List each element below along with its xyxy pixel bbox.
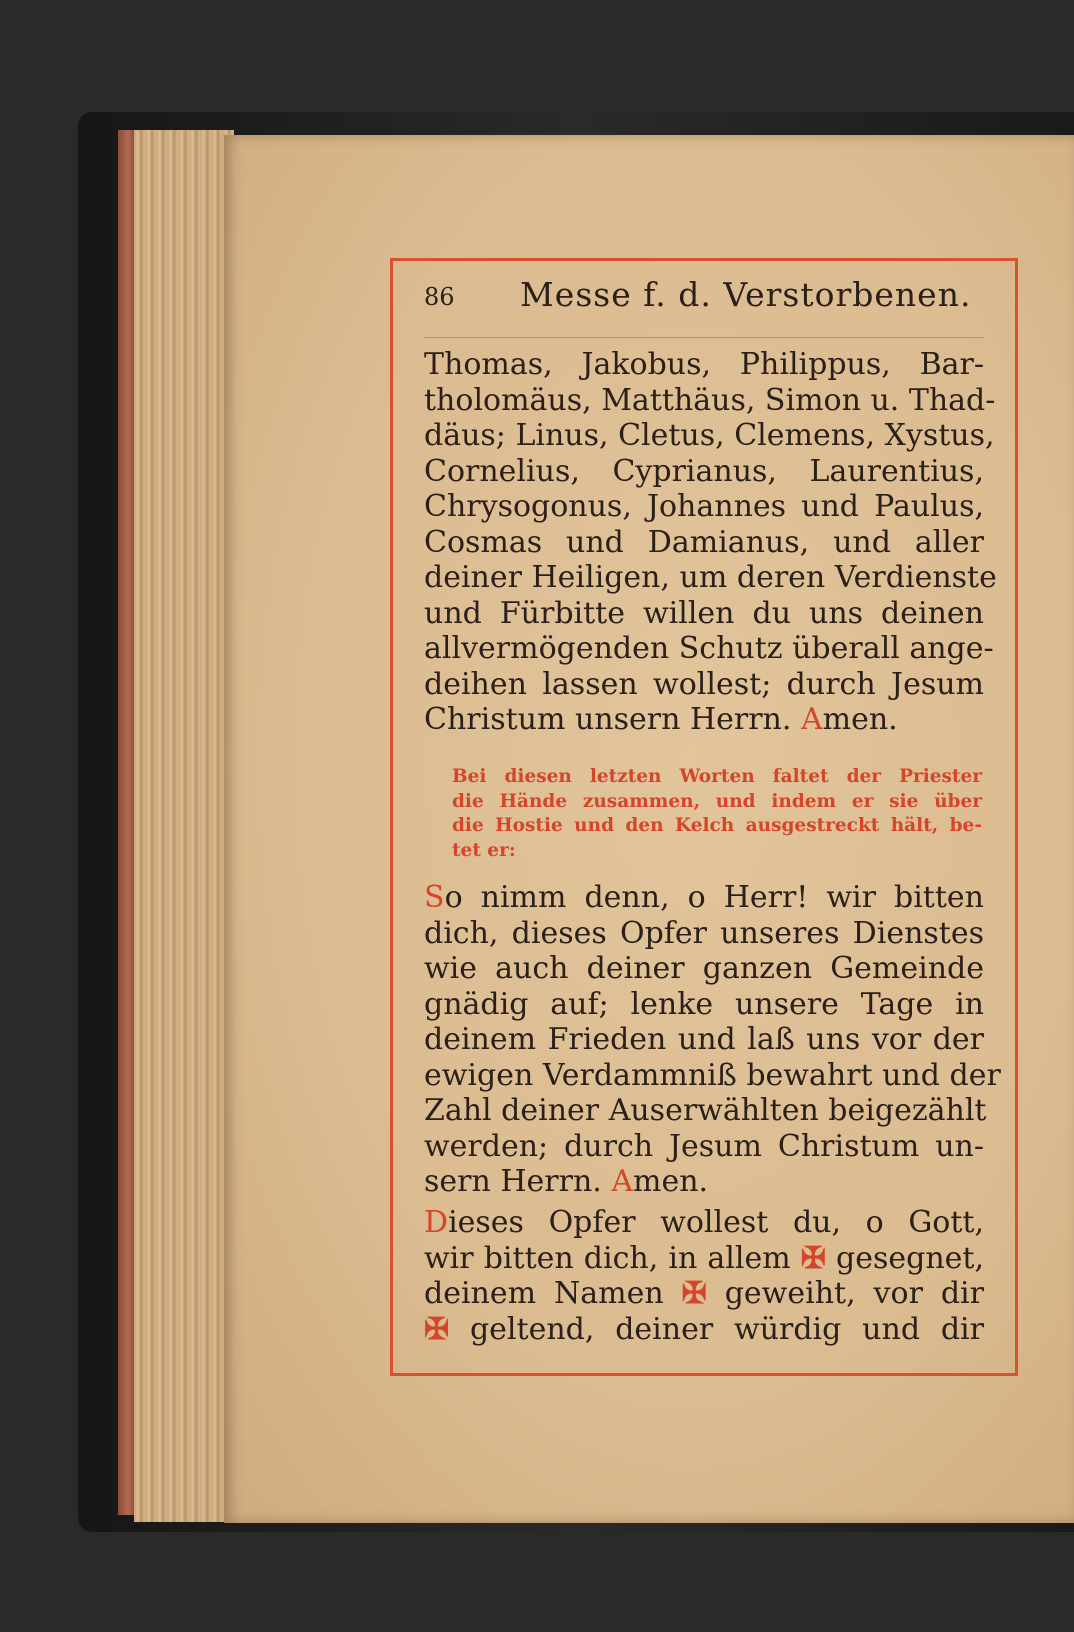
drop-initial: S [424, 880, 445, 915]
text-fragment: wir bitten dich, in allem [424, 1240, 801, 1276]
text-line: Cosmas und Damianus, und aller [424, 524, 984, 560]
text-line: wie auch deiner ganzen Gemeinde [424, 951, 984, 986]
text-line [424, 1205, 984, 1241]
text-fragment: geweiht, vor dir [706, 1276, 984, 1311]
paragraph-offering [424, 1205, 984, 1347]
text-fragment: sern Herrn. [424, 1164, 612, 1199]
text-fragment: gesegnet, [825, 1240, 985, 1276]
text-fragment: geltend, deiner würdig und dir [449, 1311, 984, 1347]
amen-initial: A [800, 702, 823, 737]
rubric-line: Bei diesen letzten Worten faltet der Priester [452, 766, 982, 787]
page-header [424, 275, 984, 325]
text-line: ewigen Verdammniß bewahrt und der [424, 1057, 1001, 1093]
text-line [424, 1164, 984, 1200]
text-line: deiner Heiligen, um deren Verdienste [424, 560, 997, 595]
amen-rest: men. [822, 702, 898, 737]
text-line [424, 880, 984, 916]
paragraph-prayer [424, 880, 1001, 1200]
text-line [424, 1312, 984, 1348]
text-line [424, 1276, 984, 1312]
rubric-line: die Hände zusammen, und indem er sie über [452, 790, 982, 812]
text-line: und Fürbitte willen du uns deinen [424, 595, 984, 631]
text-line: Chrysogonus, Johannes und Paulus, [424, 489, 984, 524]
text-line: Cornelius, Cyprianus, Laurentius, [424, 453, 984, 489]
cross-icon: ✠ [424, 1311, 450, 1347]
text-fragment: o nimm denn, o Herr! wir bitten [444, 880, 984, 915]
page-stack [134, 130, 234, 1522]
rubric-line: die Hostie und den Kelch ausgestreckt hält, be- [452, 815, 982, 836]
amen-initial: A [611, 1164, 634, 1199]
cross-icon: ✠ [800, 1240, 826, 1276]
rubric-line: tet er: [452, 839, 516, 861]
text-line [424, 702, 984, 738]
text-fragment: deinem Namen [424, 1276, 682, 1311]
paragraph-saints [424, 347, 997, 738]
text-fragment: ieses Opfer wollest du, o Gott, [448, 1205, 984, 1240]
text-line: dich, dieses Opfer unseres Dienstes [424, 915, 984, 951]
text-line: allvermögenden Schutz überall ange- [424, 631, 994, 666]
text-line [424, 1241, 984, 1277]
text-line: gnädig auf; lenke unsere Tage in [424, 986, 984, 1022]
text-line: däus; Linus, Cletus, Clemens, Xystus, [424, 418, 995, 453]
header-rule [424, 337, 984, 338]
text-line: tholomäus, Matthäus, Simon u. Thad- [424, 382, 996, 418]
text-line: Zahl deiner Auserwählten beigezählt [424, 1093, 987, 1128]
text-line: Thomas, Jakobus, Philippus, Bar- [424, 347, 984, 382]
amen-rest: men. [633, 1164, 709, 1199]
text-fragment: Christum unsern Herrn. [424, 702, 801, 737]
running-head: Messe f. d. Verstorbenen. [520, 275, 972, 314]
text-line: werden; durch Jesum Christum un- [424, 1128, 984, 1164]
rubric-instruction [452, 765, 982, 863]
cross-icon: ✠ [681, 1276, 707, 1311]
text-line: deihen lassen wollest; durch Jesum [424, 666, 984, 702]
page-number: 86 [424, 283, 455, 311]
text-line: deinem Frieden und laß uns vor der [424, 1022, 984, 1057]
drop-initial: D [424, 1205, 449, 1240]
